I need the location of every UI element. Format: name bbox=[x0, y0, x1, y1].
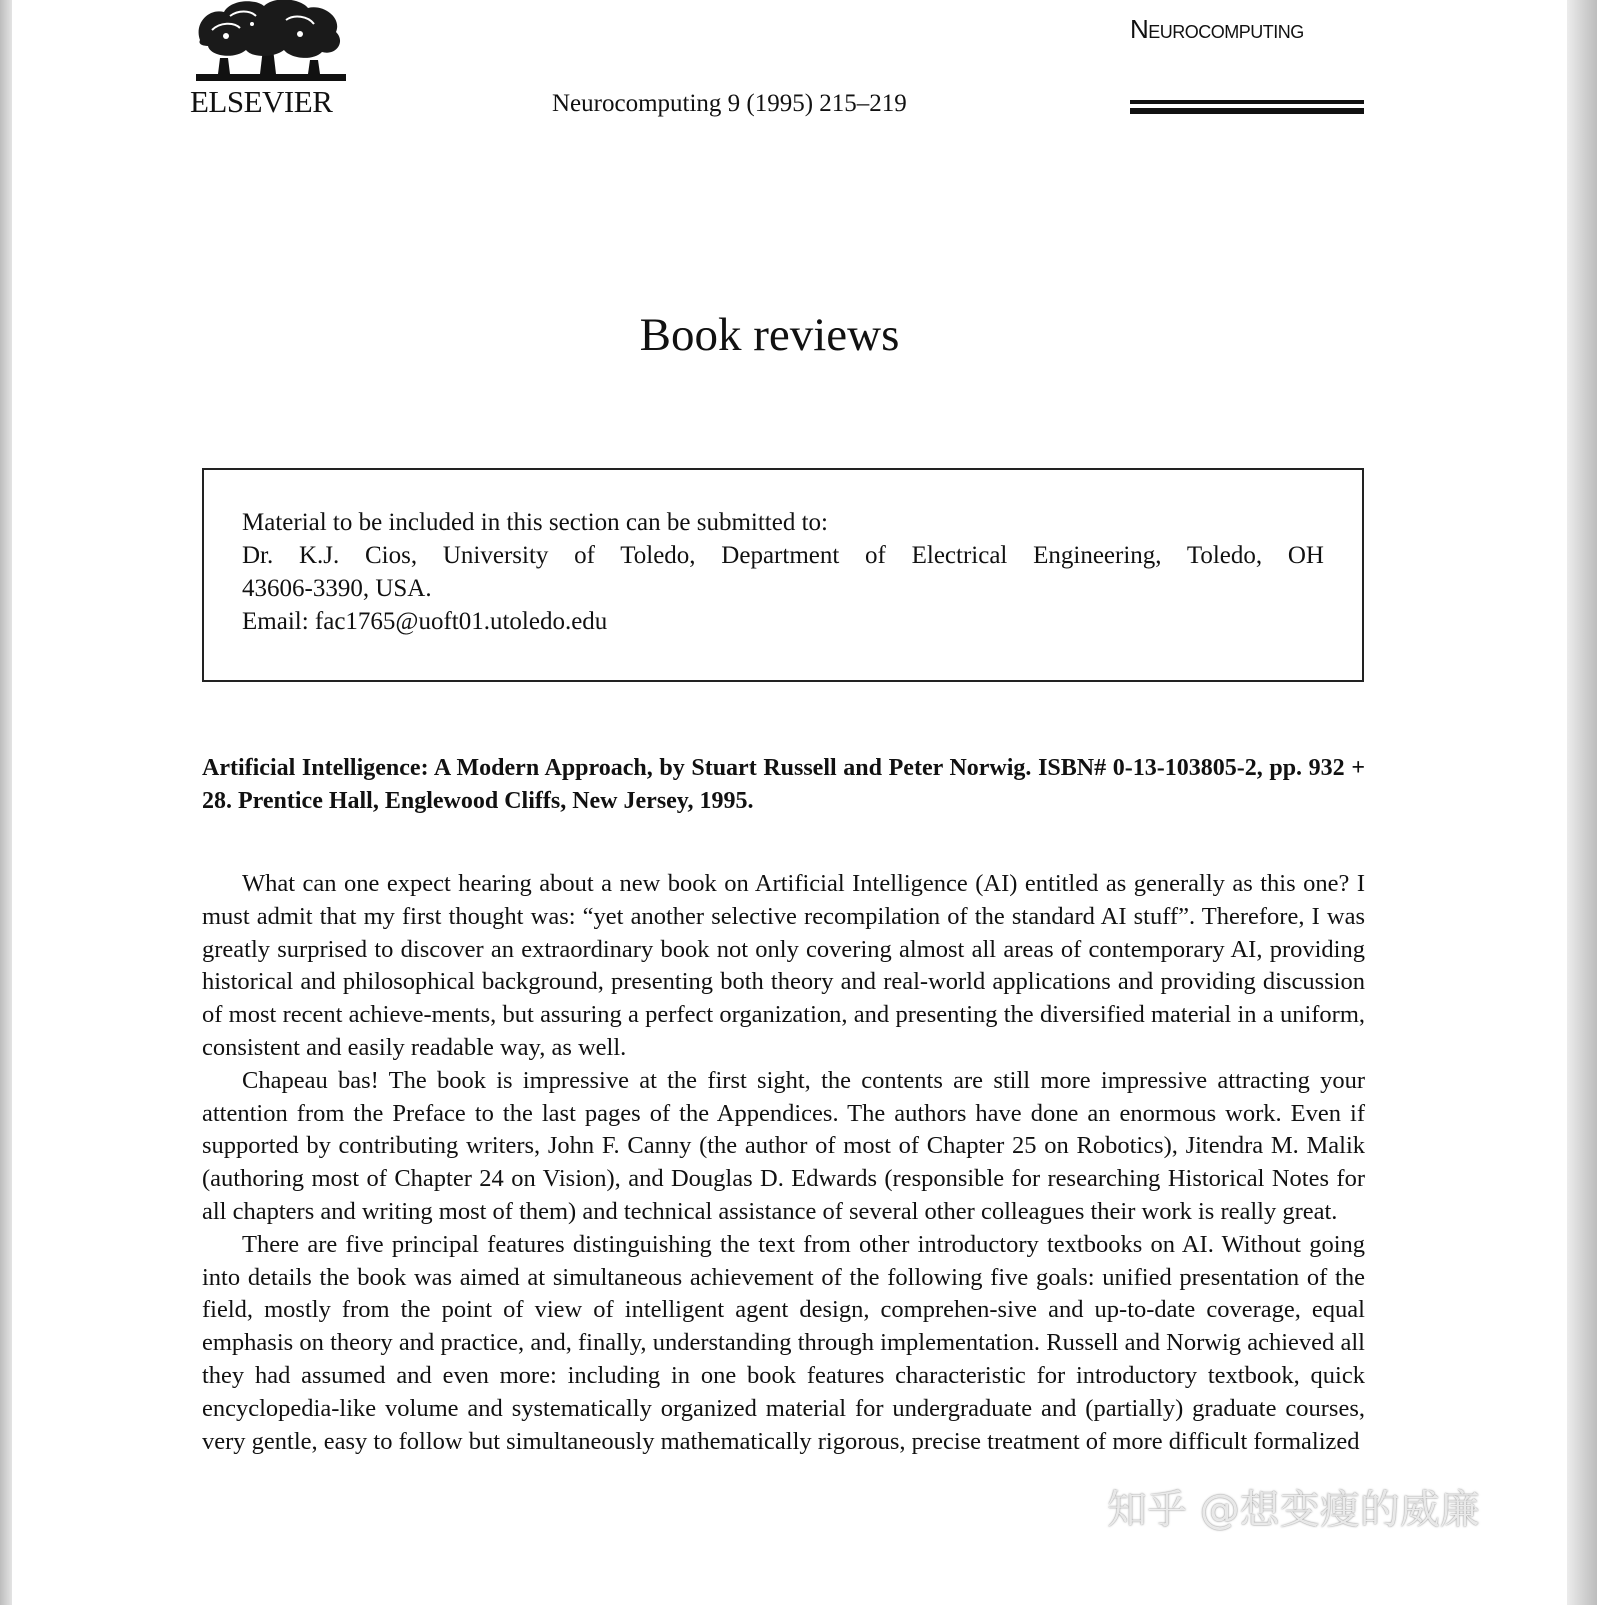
publisher-name: ELSEVIER bbox=[190, 84, 333, 119]
journal-rule-thin bbox=[1130, 100, 1364, 104]
book-citation: Artificial Intelligence: A Modern Approach, by Stuart Russell and Peter Norwig. ISBN# 0-13-103805-2, pp. 932 + 28. Prentice Hall, Englewood Cliffs, New Jersey, 1995. bbox=[202, 755, 1365, 814]
review-body bbox=[202, 868, 1365, 1458]
section-title bbox=[12, 308, 1557, 362]
notice-line: 43606-3390, USA. bbox=[242, 575, 432, 602]
elsevier-tree-icon bbox=[190, 0, 350, 84]
journal-rule-thick bbox=[1130, 108, 1364, 114]
review-paragraph: Chapeau bas! The book is impressive at the first sight, the contents are still more impressive attracting your attention from the Preface to the last pages of the Appendices. The authors have done an enormous work. Even if supported by contributing writers, John F. Canny (the author of most of Chapter 25 on Robotics), Jitendra M. Malik (authoring most of Chapter 24 on Vision), and Douglas D. Edwards (responsible for researching Historical Notes for all chapters and writing most of them) and technical assistance of several other colleagues their work is really great. bbox=[202, 1066, 1365, 1225]
notice-email: Email: fac1765@uoft01.utoledo.edu bbox=[242, 608, 608, 635]
journal-name: Neurocomputing bbox=[1130, 14, 1304, 44]
notice-line: Dr. K.J. Cios, University of Toledo, Department of Electrical Engineering, Toledo, OH bbox=[242, 542, 1324, 569]
section-title-text: Book reviews bbox=[639, 309, 900, 361]
review-paragraph: There are five principal features distinguishing the text from other introductory textbooks on AI. Without going into details the book was aimed at simultaneous achievement of the following five goals: unified presentation of the field, mostly from the point of view of intelligent agent design, comprehen-sive and up-to-date coverage, equal emphasis on theory and practice, and, finally, understanding through implementation. Russell and Norwig achieved all they had assumed and even more: including in one book features characteristic for introductory textbook, quick encyclopedia-like volume and systematically organized material for undergraduate and (partially) graduate courses, very gentle, easy to follow but simultaneously mathematically rigorous, precise treatment of more difficult formalized bbox=[202, 1230, 1365, 1455]
pdf-page bbox=[12, 0, 1568, 1605]
journal-citation: Neurocomputing 9 (1995) 215–219 bbox=[552, 90, 907, 117]
viewer-left-edge bbox=[0, 0, 12, 1605]
notice-line: Material to be included in this section can be submitted to: bbox=[242, 509, 828, 536]
elsevier-logo bbox=[190, 0, 360, 120]
viewer-right-edge bbox=[1567, 0, 1597, 1605]
watermark: 知乎 @想变瘦的威廉 bbox=[1107, 1487, 1480, 1533]
submission-notice-box bbox=[202, 468, 1364, 682]
review-paragraph: What can one expect hearing about a new book on Artificial Intelligence (AI) entitled as generally as this one? I must admit that my first thought was: “yet another selective recompilation of the standard AI stuff”. Therefore, I was greatly surprised to discover an extraordinary book not only covering almost all areas of contemporary AI, providing historical and philosophical background, presenting both theory and real-world applications and providing discussion of most recent achieve-ments, but assuring a perfect organization, and presenting the diversified material in a uniform, consistent and easily readable way, as well. bbox=[202, 870, 1365, 1061]
